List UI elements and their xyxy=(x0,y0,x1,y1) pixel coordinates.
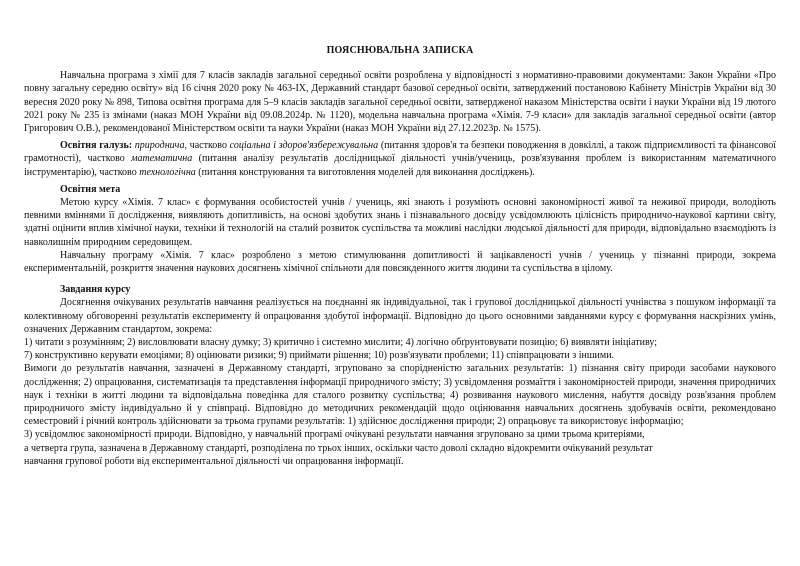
field-social-health: соціальна і здоров'язбережувальна xyxy=(229,140,379,152)
field-math: математична xyxy=(131,153,193,165)
section-heading-tasks: Завдання курсу xyxy=(60,284,131,296)
education-field-label: Освітня галузь: xyxy=(60,140,133,152)
field-text-1: , частково xyxy=(184,140,230,152)
field-text-4: (питання конструювання та виготовлення моделей для виконання досліджень). xyxy=(195,166,535,178)
section-heading-goal: Освітня мета xyxy=(60,183,121,195)
field-tech: технологічна xyxy=(139,166,196,178)
tasks-paragraph-2: Вимоги до результатів навчання, зазначені в Державному стандарті, згруповано за спорідненістю загальних результатів: 1) пізнання світу природи засобами наукового дослідження; 2) опрацювання, систематизація та представлення інформації природничого змісту; 3) усвідомлення розмаїття і закономірностей природи, значення природничих наук і техніки в житті людини та відповідальна поведінка для сталого розвитку суспільства; 4) розвивання наукового мислення, набуття досвіду розв'язання проблем природничого змісту індивідуально й у співпраці. Відповідно до методичних рекомендацій щодо оцінювання навчальних досягнень здобувачів освіти, рекомендовано семестровий і річний контроль здійснювати за трьома групами результатів: 1) здійснює дослідження природи; 2) опрацьовує та використовує інформацію; xyxy=(24,363,776,428)
field-text-3: (питання аналізу результатів дослідницької діяльності учнів/учениць, розв'язування проблем із використанням математичного інструментарію), частково xyxy=(24,153,776,178)
skills-line-1: 1) читати з розумінням; 2) висловлювати власну думку; 3) критично і системно мислити; 4) логічно обґрунтовувати позицію; 6) виявляти ініціативу; xyxy=(24,337,658,349)
field-text-2: (питання здоров'я та безпеки поводження в довкіллі, а також підприємливості та фінансової грамотності), частково xyxy=(24,140,777,165)
goal-paragraph-2: Навчальну програму «Хімія. 7 клас» розроблено з метою стимулювання допитливості й зацікавленості учнів / учениць у пізнанні природи, зокрема експериментальній, розкриття значення наукових досягнень хімічної спільноти для повсякденного життя людини та суспільства в цілому. xyxy=(24,249,776,275)
field-natural: природнича xyxy=(134,140,185,152)
page-title: ПОЯСНЮВАЛЬНА ЗАПИСКА xyxy=(326,45,474,56)
education-field-paragraph xyxy=(24,139,776,179)
tasks-line-3: 3) усвідомлює закономірності природи. Відповідно, у навчальній програмі очікувані результати навчання згруповано за цими трьома критеріями, xyxy=(24,429,645,441)
skills-line-2: 7) конструктивно керувати емоціями; 8) оцінювати ризики; 9) приймати рішення; 10) розв'язувати проблеми; 11) співпрацювати з іншими. xyxy=(24,350,615,362)
goal-paragraph-1: Метою курсу «Хімія. 7 клас» є формування особистостей учнів / учениць, які знають і розуміють основні закономірності живої та неживої природи, володіють певними вміннями її дослідження, виявляють допитливість, на основі здобутих знань і пізнавального досвіду усвідомлюють цілісність природничо-наукової картини світу, здатні оцінити вплив хімічної науки, техніки й технологій на сталий розвиток суспільства та можливі наслідки людської діяльності для природи, відповідально взаємодіють із навколишнім природним середовищем. xyxy=(24,197,776,248)
tasks-line-4: а четверта група, зазначена в Державному стандарті, розподілена по трьох інших, оскільки часто доволі складно відокремити очікуваний результат xyxy=(24,442,653,454)
tasks-line-5: навчання групової роботи від експериментальної діяльності чи опрацювання інформації. xyxy=(24,455,404,467)
tasks-paragraph-1: Досягнення очікуваних результатів навчання реалізується на поєднанні як індивідуальної, так і групової дослідницької діяльності учнівства з пошуком інформації та колективному обговоренні результатів експерименту й опрацювання здобутої інформації. Відповідно до цього основними завданнями курсу є формування наскрізних умінь, означених Державним стандартом, зокрема: xyxy=(24,297,776,335)
intro-paragraph: Навчальна програма з хімії для 7 класів закладів загальної середньої освіти розроблена у відповідності з нормативно-правовими документами: Закон України «Про повну загальну середню освіту» від 16 січня 2020 року № 463-IX, Державний стандарт базової середньої освіти, затверджений постановою Кабінету Міністрів України від 30 вересня 2020 року № 898, Типова освітня програма для 5–9 класів закладів загальної середньої освіти, затвердженої наказом Міністерства освіти і науки України від 19 лютого 2021 року № 235 із змінами (наказ МОН України від 09.08.2024р. № 1120), модельна навчальна програма «Хімія. 7-9 класи» для закладів загальної середньої освіти (автор Григорович О.В.), рекомендованої Міністерством освіти та науки України (наказ МОН України від 27.12.2023р. № 1575). xyxy=(24,70,776,135)
